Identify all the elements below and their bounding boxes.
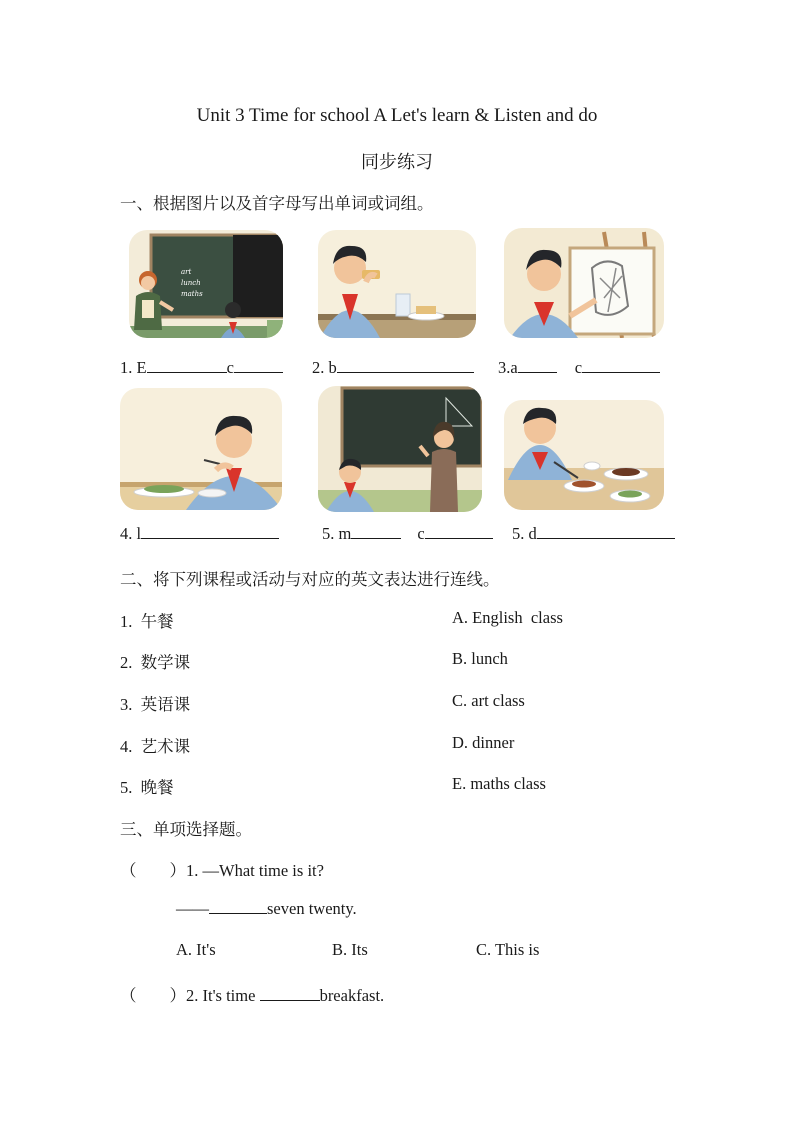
- page-title: Unit 3 Time for school A Let's learn & Listen and do: [196, 105, 598, 126]
- boy-drawing-at-easel-icon: [504, 228, 664, 338]
- boy-eating-dinner-icon: [504, 400, 664, 510]
- answer-blank-6[interactable]: [537, 524, 675, 539]
- match-left-2[interactable]: 2. 数学课: [120, 653, 191, 672]
- item-5: 5. m c: [322, 524, 493, 544]
- item-2: 2. b: [312, 358, 474, 378]
- item-3: 3.a c: [498, 358, 660, 378]
- answer-blank-3b[interactable]: [582, 358, 660, 373]
- section2-heading: 二、将下列课程或活动与对应的英文表达进行连线。: [120, 570, 500, 589]
- match-left-3[interactable]: 3. 英语课: [120, 695, 191, 714]
- answer-blank-5b[interactable]: [425, 524, 493, 539]
- page-subtitle: 同步练习: [361, 152, 433, 173]
- match-right-b[interactable]: B. lunch: [452, 649, 508, 668]
- question-1-answer-line: —— seven twenty.: [176, 899, 357, 918]
- boy-eating-sandwich-icon: [318, 230, 476, 338]
- match-left-5[interactable]: 5. 晚餐: [120, 778, 174, 797]
- teacher-at-blackboard-icon: [129, 230, 283, 338]
- board-word-lunch: lunch: [181, 279, 201, 287]
- answer-blank-1a[interactable]: [147, 358, 227, 373]
- question-1: （ ）1. —What time is it?: [120, 861, 324, 880]
- section1-heading: 一、根据图片以及首字母写出单词或词组。: [120, 194, 434, 213]
- answer-blank-q1[interactable]: [209, 899, 267, 914]
- answer-blank-2[interactable]: [337, 358, 474, 373]
- answer-blank-1b[interactable]: [234, 358, 283, 373]
- answer-blank-5a[interactable]: [351, 524, 401, 539]
- maths-class-icon: [318, 386, 482, 512]
- answer-blank-q2[interactable]: [260, 986, 320, 1001]
- answer-blank-3a[interactable]: [518, 358, 557, 373]
- board-word-maths: maths: [181, 290, 203, 298]
- section3-heading: 三、单项选择题。: [120, 820, 252, 839]
- option-a[interactable]: A. It's: [176, 940, 216, 959]
- match-right-c[interactable]: C. art class: [452, 691, 525, 710]
- match-right-d[interactable]: D. dinner: [452, 733, 515, 752]
- answer-paren-2[interactable]: （ ）: [120, 986, 186, 1005]
- answer-blank-4[interactable]: [141, 524, 279, 539]
- answer-paren-1[interactable]: （ ）: [120, 861, 186, 880]
- item-6: 5. d: [512, 524, 675, 544]
- boy-eating-lunch-icon: [120, 388, 282, 510]
- option-c[interactable]: C. This is: [476, 940, 540, 959]
- match-right-e[interactable]: E. maths class: [452, 774, 546, 793]
- match-right-a[interactable]: A. English class: [452, 608, 563, 627]
- match-left-4[interactable]: 4. 艺术课: [120, 737, 191, 756]
- item-4: 4. l: [120, 524, 279, 544]
- item-1: 1. E c: [120, 358, 283, 378]
- match-left-1[interactable]: 1. 午餐: [120, 612, 174, 631]
- question-2: （ ）2. It's time breakfast.: [120, 986, 385, 1005]
- board-word-art: art: [181, 268, 192, 276]
- option-b[interactable]: B. Its: [332, 940, 368, 959]
